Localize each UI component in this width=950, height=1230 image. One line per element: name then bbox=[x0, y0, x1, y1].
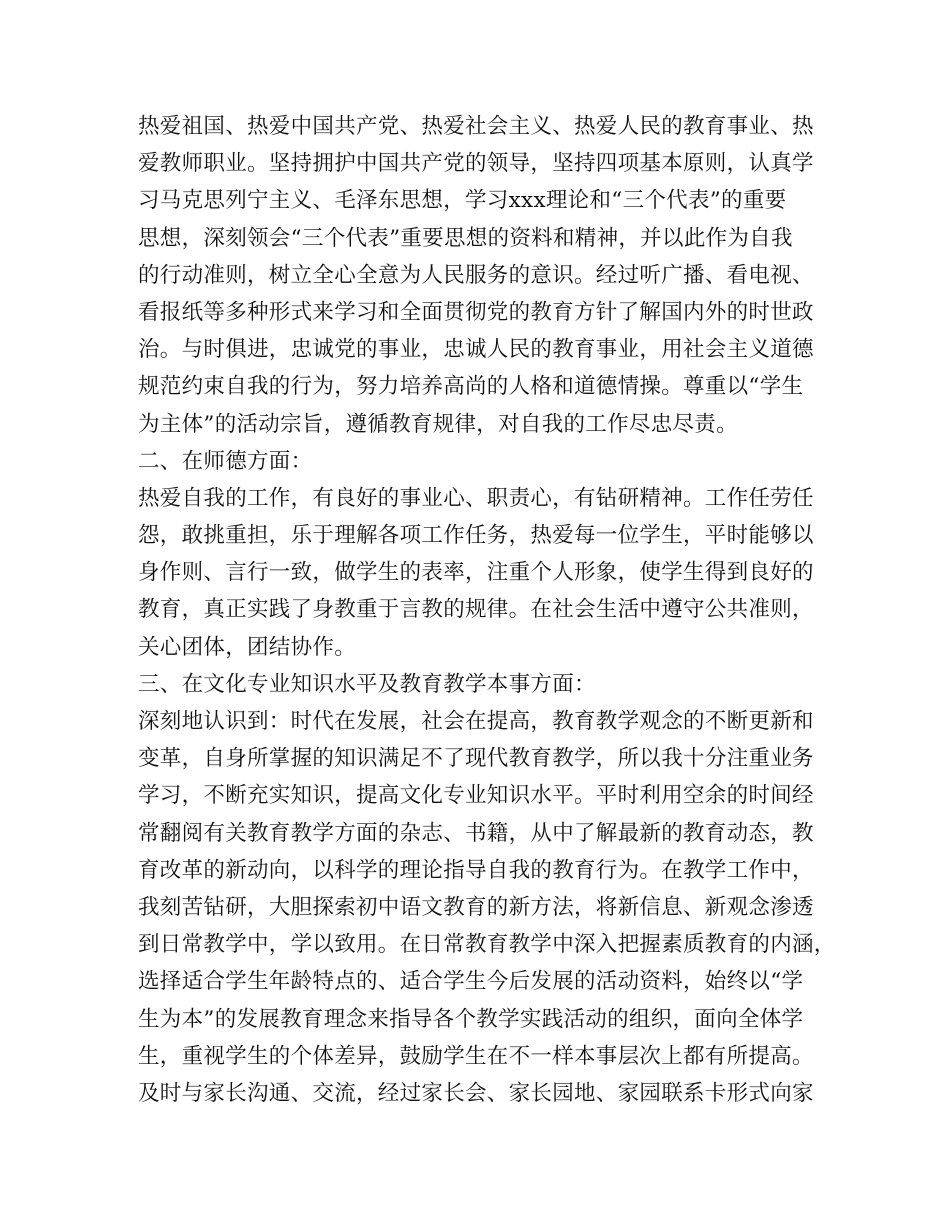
text-line: 热爱祖国、热爱中国共产党、热爱社会主义、热爱人民的教育事业、热 bbox=[138, 114, 814, 139]
text-line: 规范约束自我的行为，努力培养高尚的人格和道德情操。尊重以“学生 bbox=[138, 374, 804, 400]
text-line: 治。与时俱进，忠诚党的事业，忠诚人民的教育事业，用社会主义道德 bbox=[138, 337, 814, 363]
text-line: 思想，深刻领会“三个代表”重要思想的资料和精神，并以此作为自我 bbox=[138, 225, 793, 251]
body-text bbox=[138, 108, 836, 1112]
section-heading: 二、在师德方面： bbox=[138, 448, 313, 474]
text-line: 教育，真正实践了身教重于言教的规律。在社会生活中遵守公共准则， bbox=[138, 597, 814, 623]
text-line: 爱教师职业。坚持拥护中国共产党的领导，坚持四项基本原则，认真学 bbox=[138, 151, 814, 177]
text-line: 热爱自我的工作，有良好的事业心、职责心，有钻研精神。工作任劳任 bbox=[138, 485, 814, 511]
text-line: 变革，自身所掌握的知识满足不了现代教育教学，所以我十分注重业务 bbox=[138, 746, 814, 772]
text-line: 学习，不断充实知识，提高文化专业知识水平。平时利用空余的时间经 bbox=[138, 783, 814, 809]
text-line: 我刻苦钻研，大胆探索初中语文教育的新方法，将新信息、新观念渗透 bbox=[138, 894, 814, 920]
section-heading: 三、在文化专业知识水平及教育教学本事方面： bbox=[138, 671, 596, 697]
text-line: 选择适合学生年龄特点的、适合学生今后发展的活动资料，始终以“学 bbox=[138, 969, 804, 995]
text-line: 怨，敢挑重担，乐于理解各项工作任务，热爱每一位学生，平时能够以 bbox=[138, 523, 814, 549]
text-line: 关心团体，团结协作。 bbox=[138, 634, 357, 660]
text-line: 身作则、言行一致，做学生的表率，注重个人形象，使学生得到良好的 bbox=[138, 560, 814, 586]
text-line: 生，重视学生的个体差异，鼓励学生在不一样本事层次上都有所提高。 bbox=[138, 1043, 814, 1069]
text-line: 到日常教学中，学以致用。在日常教育教学中深入把握素质教育的内涵， bbox=[138, 932, 836, 958]
text-line: 常翻阅有关教育教学方面的杂志、书籍，从中了解最新的教育动态，教 bbox=[138, 820, 814, 846]
text-line: 看报纸等多种形式来学习和全面贯彻党的教育方针了解国内外的时世政 bbox=[138, 299, 814, 325]
text-line: 深刻地认识到：时代在发展，社会在提高，教育教学观念的不断更新和 bbox=[138, 709, 814, 734]
text-line: 的行动准则，树立全心全意为人民服务的意识。经过听广播、看电视、 bbox=[138, 262, 814, 288]
text-line: 为主体”的活动宗旨，遵循教育规律，对自我的工作尽忠尽责。 bbox=[138, 411, 738, 437]
text-line: 习马克思列宁主义、毛泽东思想，学习xxx理论和“三个代表”的重要 bbox=[138, 188, 787, 214]
text-line: 及时与家长沟通、交流，经过家长会、家长园地、家园联系卡形式向家 bbox=[138, 1080, 814, 1106]
text-line: 生为本”的发展教育理念来指导各个教学实践活动的组织，面向全体学 bbox=[138, 1006, 804, 1032]
text-line: 育改革的新动向，以科学的理论指导自我的教育行为。在教学工作中， bbox=[138, 857, 814, 883]
